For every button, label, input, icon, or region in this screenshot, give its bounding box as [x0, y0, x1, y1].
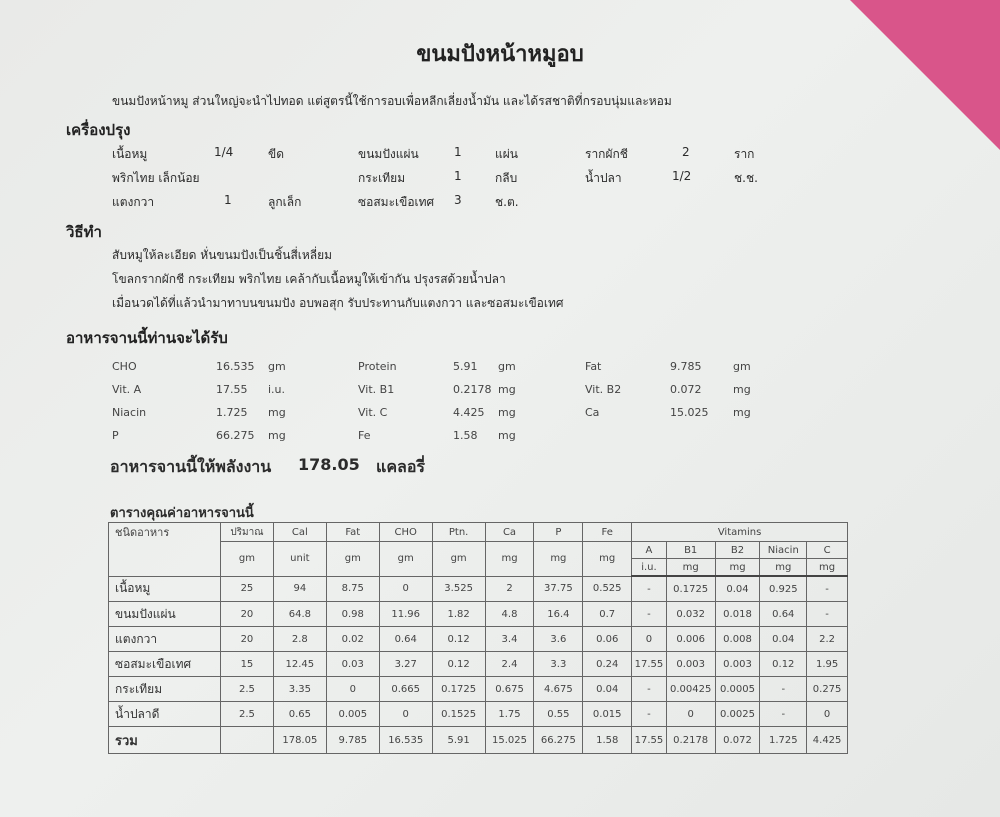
- value-cell: 2.5: [220, 677, 273, 702]
- value-cell: 0: [379, 702, 432, 727]
- vitamin-header: B2: [715, 542, 760, 559]
- vitamin-unit-header: mg: [807, 559, 848, 577]
- value-cell: [220, 727, 273, 754]
- pink-corner-decoration: [850, 0, 1000, 150]
- unit-header: mg: [583, 542, 632, 577]
- value-cell: 37.75: [534, 576, 583, 602]
- value-cell: 0.0005: [715, 677, 760, 702]
- nutrient-unit: mg: [498, 406, 516, 419]
- column-header: Cal: [273, 523, 326, 542]
- nutrient-name: P: [112, 429, 119, 442]
- intro-text: ขนมปังหน้าหมู ส่วนใหญ่จะนำไปทอด แต่สูตรนี้ใช้การอบเพื่อหลีกเลี่ยงน้ำมัน และได้รสชาติที่กรอบนุ่มและหอม: [112, 94, 672, 108]
- vitamins-header: Vitamins: [632, 523, 848, 542]
- ingredient-name: พริกไทย เล็กน้อย: [112, 171, 200, 185]
- ingredient-name: ขนมปังแผ่น: [358, 147, 419, 161]
- value-cell: 178.05: [273, 727, 326, 754]
- food-name-cell: น้ำปลาดี: [109, 702, 221, 727]
- value-cell: 0.675: [485, 677, 534, 702]
- vitamin-header: B1: [666, 542, 715, 559]
- value-cell: 17.55: [632, 727, 667, 754]
- nutrient-value: 0.2178: [453, 383, 492, 396]
- value-cell: 2.5: [220, 702, 273, 727]
- ingredient-qty: 1: [454, 145, 462, 159]
- vitamin-unit-header: mg: [666, 559, 715, 577]
- value-cell: 0.925: [760, 576, 807, 602]
- table-body: [109, 576, 848, 754]
- energy-unit: แคลอรี่: [376, 457, 426, 476]
- value-cell: 16.4: [534, 602, 583, 627]
- vitamin-unit-header: i.u.: [632, 559, 667, 577]
- value-cell: 3.35: [273, 677, 326, 702]
- ingredient-name: น้ำปลา: [585, 171, 622, 185]
- nutrient-value: 17.55: [216, 383, 248, 396]
- method-step: โขลกรากผักชี กระเทียม พริกไทย เคล้ากับเนื้อหมูให้เข้ากัน ปรุงรสด้วยน้ำปลา: [112, 272, 506, 286]
- nutrient-name: Vit. A: [112, 383, 142, 396]
- value-cell: 0.64: [379, 627, 432, 652]
- value-cell: 2.8: [273, 627, 326, 652]
- energy-label: อาหารจานนี้ให้พลังงาน: [110, 457, 272, 476]
- value-cell: 2: [485, 576, 534, 602]
- method-step: เมื่อนวดได้ที่แล้วนำมาทาบนขนมปัง อบพอสุก รับประทานกับแตงกวา และซอสมะเขือเทศ: [112, 296, 564, 310]
- nutrient-unit: gm: [733, 360, 751, 373]
- column-header: P: [534, 523, 583, 542]
- value-cell: 94: [273, 576, 326, 602]
- ingredient-unit: แผ่น: [495, 147, 518, 161]
- vitamin-header: A: [632, 542, 667, 559]
- nutrient-unit: gm: [498, 360, 516, 373]
- nutrient-unit: i.u.: [268, 383, 286, 396]
- value-cell: 17.55: [632, 652, 667, 677]
- column-header: CHO: [379, 523, 432, 542]
- value-cell: 66.275: [534, 727, 583, 754]
- value-cell: 0.98: [326, 602, 379, 627]
- page-title: ขนมปังหน้าหมูอบ: [416, 42, 584, 67]
- value-cell: 4.8: [485, 602, 534, 627]
- value-cell: 0.1725: [432, 677, 485, 702]
- method-step: สับหมูให้ละเอียด หั่นขนมปังเป็นชิ้นสี่เหลี่ยม: [112, 248, 333, 262]
- value-cell: 0.032: [666, 602, 715, 627]
- value-cell: 64.8: [273, 602, 326, 627]
- ingredient-qty: 1: [454, 169, 462, 183]
- nutrition-table: [108, 522, 848, 754]
- value-cell: 0.7: [583, 602, 632, 627]
- nutrient-value: 16.535: [216, 360, 255, 373]
- value-cell: 0.072: [715, 727, 760, 754]
- nutrient-name: CHO: [112, 360, 137, 373]
- column-header: ชนิดอาหาร: [109, 523, 221, 577]
- value-cell: 0.1725: [666, 576, 715, 602]
- table-row: [109, 576, 848, 602]
- unit-header: gm: [432, 542, 485, 577]
- value-cell: 2.2: [807, 627, 848, 652]
- value-cell: 0.003: [715, 652, 760, 677]
- nutrient-name: Vit. C: [358, 406, 388, 419]
- value-cell: 1.58: [583, 727, 632, 754]
- value-cell: 0: [379, 576, 432, 602]
- ingredient-name: เนื้อหมู: [112, 147, 148, 161]
- value-cell: 20: [220, 602, 273, 627]
- value-cell: 3.6: [534, 627, 583, 652]
- value-cell: 0.015: [583, 702, 632, 727]
- nutrient-unit: mg: [498, 429, 516, 442]
- table-row: [109, 677, 848, 702]
- value-cell: -: [760, 702, 807, 727]
- method-heading: วิธีทำ: [66, 223, 102, 241]
- value-cell: 1.725: [760, 727, 807, 754]
- nutrient-name: Ca: [585, 406, 600, 419]
- nutrient-unit: mg: [268, 429, 286, 442]
- value-cell: 0.12: [760, 652, 807, 677]
- ingredient-qty: 1: [224, 193, 232, 207]
- nutrient-value: 0.072: [670, 383, 702, 396]
- value-cell: 0.24: [583, 652, 632, 677]
- value-cell: 0: [807, 702, 848, 727]
- value-cell: 0.64: [760, 602, 807, 627]
- column-header: Ca: [485, 523, 534, 542]
- nutrient-name: Niacin: [112, 406, 147, 419]
- nutrient-name: Fat: [585, 360, 602, 373]
- value-cell: 1.95: [807, 652, 848, 677]
- table-row: [109, 652, 848, 677]
- unit-header: mg: [485, 542, 534, 577]
- value-cell: 12.45: [273, 652, 326, 677]
- ingredient-unit: ขีด: [268, 147, 284, 161]
- value-cell: 0.2178: [666, 727, 715, 754]
- nutrient-value: 66.275: [216, 429, 255, 442]
- value-cell: 3.27: [379, 652, 432, 677]
- nutrient-name: Vit. B1: [358, 383, 395, 396]
- ingredient-name: รากผักชี: [585, 147, 628, 161]
- value-cell: 0.665: [379, 677, 432, 702]
- value-cell: 25: [220, 576, 273, 602]
- value-cell: 0.005: [326, 702, 379, 727]
- value-cell: 0: [326, 677, 379, 702]
- column-header: Fe: [583, 523, 632, 542]
- nutrient-value: 1.725: [216, 406, 248, 419]
- value-cell: 1.75: [485, 702, 534, 727]
- value-cell: 0.275: [807, 677, 848, 702]
- nutrient-name: Protein: [358, 360, 397, 373]
- value-cell: 0.65: [273, 702, 326, 727]
- value-cell: 15.025: [485, 727, 534, 754]
- unit-header: gm: [326, 542, 379, 577]
- nutrient-value: 4.425: [453, 406, 485, 419]
- table-header-row: [109, 523, 848, 542]
- column-header: Fat: [326, 523, 379, 542]
- value-cell: 0.02: [326, 627, 379, 652]
- ingredient-qty: 1/4: [214, 145, 234, 159]
- energy-value: 178.05: [298, 455, 360, 474]
- ingredients-heading: เครื่องปรุง: [66, 121, 131, 139]
- table-total-row: [109, 727, 848, 754]
- vitamin-header: Niacin: [760, 542, 807, 559]
- value-cell: 5.91: [432, 727, 485, 754]
- value-cell: -: [632, 576, 667, 602]
- table-title: ตารางคุณค่าอาหารจานนี้: [110, 506, 254, 521]
- value-cell: 0.1525: [432, 702, 485, 727]
- value-cell: -: [760, 677, 807, 702]
- ingredient-name: ซอสมะเขือเทศ: [358, 195, 435, 209]
- unit-header: unit: [273, 542, 326, 577]
- value-cell: -: [807, 576, 848, 602]
- value-cell: 0.04: [715, 576, 760, 602]
- value-cell: 0.00425: [666, 677, 715, 702]
- value-cell: 0.018: [715, 602, 760, 627]
- nutrient-value: 9.785: [670, 360, 702, 373]
- table-row: [109, 627, 848, 652]
- unit-header: gm: [220, 542, 273, 577]
- value-cell: 1.82: [432, 602, 485, 627]
- value-cell: 0.12: [432, 652, 485, 677]
- nutrient-name: Vit. B2: [585, 383, 622, 396]
- value-cell: 15: [220, 652, 273, 677]
- value-cell: 0.03: [326, 652, 379, 677]
- nutrient-value: 15.025: [670, 406, 709, 419]
- ingredient-unit: ลูกเล็ก: [268, 195, 302, 209]
- value-cell: 20: [220, 627, 273, 652]
- value-cell: -: [632, 677, 667, 702]
- value-cell: 0.0025: [715, 702, 760, 727]
- vitamin-unit-header: mg: [715, 559, 760, 577]
- value-cell: 0.006: [666, 627, 715, 652]
- food-name-cell: รวม: [109, 727, 221, 754]
- food-name-cell: ซอสมะเขือเทศ: [109, 652, 221, 677]
- value-cell: 0.04: [760, 627, 807, 652]
- ingredient-unit: ราก: [734, 147, 755, 161]
- value-cell: 4.675: [534, 677, 583, 702]
- value-cell: 0.06: [583, 627, 632, 652]
- nutrient-unit: mg: [733, 406, 751, 419]
- value-cell: -: [632, 702, 667, 727]
- value-cell: -: [632, 602, 667, 627]
- value-cell: 0.55: [534, 702, 583, 727]
- nutrient-unit: mg: [268, 406, 286, 419]
- ingredient-unit: กลีบ: [495, 171, 518, 185]
- food-name-cell: เนื้อหมู: [109, 576, 221, 602]
- nutrient-value: 5.91: [453, 360, 478, 373]
- nutrient-unit: gm: [268, 360, 286, 373]
- unit-header: gm: [379, 542, 432, 577]
- ingredient-name: แตงกวา: [112, 195, 155, 209]
- column-header: ปริมาณ: [220, 523, 273, 542]
- value-cell: 3.3: [534, 652, 583, 677]
- vitamin-unit-header: mg: [760, 559, 807, 577]
- ingredient-qty: 2: [682, 145, 690, 159]
- nutrients-heading: อาหารจานนี้ท่านจะได้รับ: [66, 329, 228, 347]
- ingredient-unit: ช.ต.: [495, 195, 519, 209]
- value-cell: 8.75: [326, 576, 379, 602]
- value-cell: 9.785: [326, 727, 379, 754]
- value-cell: 0.008: [715, 627, 760, 652]
- food-name-cell: แตงกวา: [109, 627, 221, 652]
- value-cell: -: [807, 602, 848, 627]
- food-name-cell: กระเทียม: [109, 677, 221, 702]
- value-cell: 0.04: [583, 677, 632, 702]
- ingredient-qty: 1/2: [672, 169, 692, 183]
- value-cell: 0: [666, 702, 715, 727]
- value-cell: 2.4: [485, 652, 534, 677]
- value-cell: 0: [632, 627, 667, 652]
- value-cell: 0.003: [666, 652, 715, 677]
- ingredient-unit: ช.ช.: [734, 171, 758, 185]
- table-row: [109, 702, 848, 727]
- unit-header: mg: [534, 542, 583, 577]
- value-cell: 11.96: [379, 602, 432, 627]
- column-header: Ptn.: [432, 523, 485, 542]
- nutrient-name: Fe: [358, 429, 371, 442]
- nutrient-unit: mg: [733, 383, 751, 396]
- value-cell: 3.525: [432, 576, 485, 602]
- food-name-cell: ขนมปังแผ่น: [109, 602, 221, 627]
- vitamin-header: C: [807, 542, 848, 559]
- nutrient-value: 1.58: [453, 429, 478, 442]
- value-cell: 3.4: [485, 627, 534, 652]
- nutrient-unit: mg: [498, 383, 516, 396]
- value-cell: 0.525: [583, 576, 632, 602]
- ingredient-name: กระเทียม: [358, 171, 406, 185]
- value-cell: 16.535: [379, 727, 432, 754]
- table-row: [109, 602, 848, 627]
- ingredient-qty: 3: [454, 193, 462, 207]
- value-cell: 0.12: [432, 627, 485, 652]
- value-cell: 4.425: [807, 727, 848, 754]
